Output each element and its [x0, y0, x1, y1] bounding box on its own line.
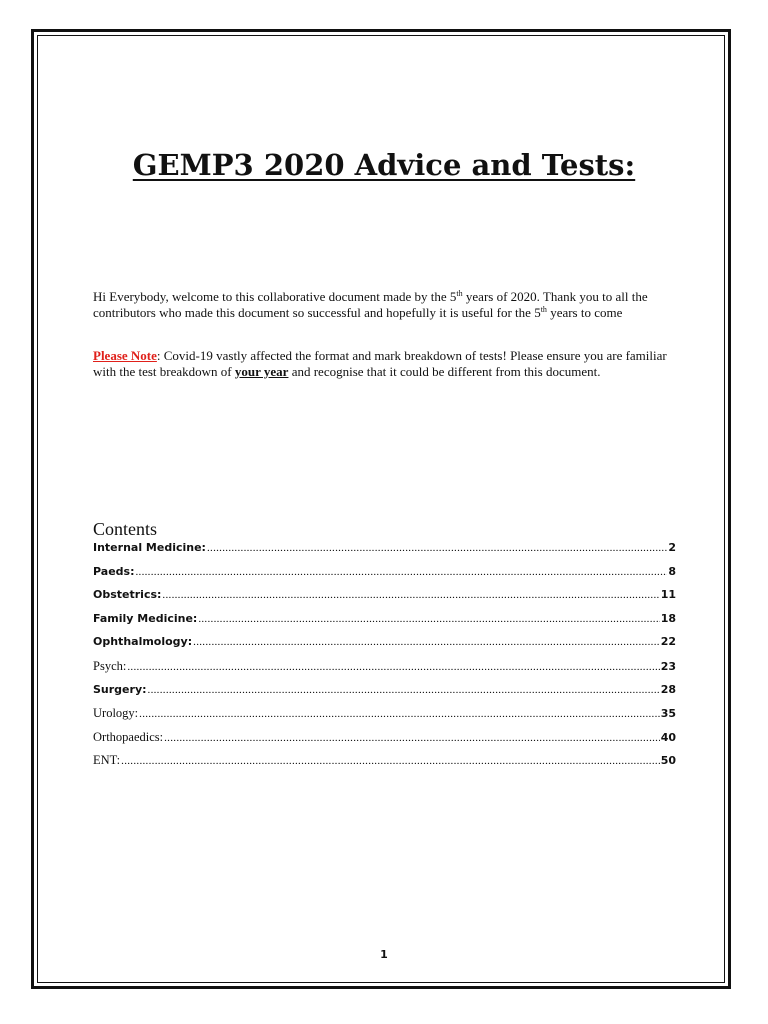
toc-entry[interactable] — [93, 541, 676, 565]
toc-entry-page: 28 — [660, 682, 676, 696]
toc-entry-page: 8 — [668, 564, 676, 578]
note-text-1: : Covid-19 vastly affected the format and mark breakdown of tests! Please ensure you are familiar with the test breakdown of — [93, 348, 667, 379]
intro-part-3: years to come — [546, 304, 623, 320]
toc-entry-label: Ophthalmology: — [93, 635, 193, 649]
toc-entry[interactable] — [93, 588, 676, 612]
toc-leader-dots — [148, 684, 660, 696]
note-paragraph — [93, 348, 683, 379]
toc-leader-dots — [164, 732, 660, 744]
toc-entry-label: Orthopaedics: — [93, 729, 164, 744]
toc-entry-page: 18 — [660, 611, 676, 625]
toc-entry-page: 22 — [660, 635, 676, 649]
note-text-2: and recognise that it could be different from this document. — [288, 363, 601, 379]
toc-entry-page: 50 — [660, 754, 676, 768]
toc-entry[interactable] — [93, 565, 676, 589]
toc-leader-dots — [121, 755, 660, 767]
note-emphasis: your year — [234, 363, 289, 379]
toc-entry[interactable] — [93, 612, 676, 636]
toc-leader-dots — [207, 542, 667, 554]
document-title — [0, 148, 768, 182]
toc-entry-page: 2 — [668, 541, 676, 554]
toc-entry[interactable] — [93, 683, 676, 707]
toc-leader-dots — [139, 708, 660, 720]
toc-leader-dots — [127, 661, 659, 673]
toc-entry-label: ENT: — [93, 753, 121, 768]
toc-entry-label: Urology: — [93, 706, 139, 721]
toc-entry-label: Internal Medicine: — [93, 541, 206, 554]
toc-entry-page: 35 — [660, 707, 676, 721]
toc-entry[interactable] — [93, 730, 676, 754]
toc-entry-page: 11 — [660, 588, 676, 602]
toc-entry-label: Psych: — [93, 658, 127, 673]
toc-leader-dots — [135, 566, 667, 578]
toc-leader-dots — [193, 636, 660, 648]
page-number: 1 — [380, 948, 388, 961]
toc-entry-label: Surgery: — [93, 682, 147, 696]
toc-entry-page: 40 — [660, 730, 676, 744]
toc-entry-label: Obstetrics: — [93, 588, 162, 602]
intro-sup-2: th — [540, 304, 547, 314]
contents-heading: Contents — [93, 519, 158, 539]
intro-paragraph — [93, 289, 683, 320]
intro-part-1: Hi Everybody, welcome to this collaborative document made by the 5 — [93, 289, 457, 304]
document-title-text: GEMP3 2020 Advice and Tests: — [132, 148, 636, 182]
toc-entry-label: Paeds: — [93, 564, 135, 578]
toc-entry[interactable] — [93, 659, 676, 683]
toc-entry[interactable] — [93, 706, 676, 730]
toc-leader-dots — [162, 589, 659, 601]
toc-entry[interactable] — [93, 753, 676, 777]
intro-sup-1: th — [456, 289, 463, 298]
toc-entry-page: 23 — [660, 659, 676, 673]
toc-entry-label: Family Medicine: — [93, 611, 198, 625]
toc-entry[interactable] — [93, 635, 676, 659]
note-label: Please Note — [93, 348, 157, 363]
intro-part-2: years of 2020. Thank you to all the contributors who made this document so successful and hopefully it is useful for the 5 — [93, 289, 648, 320]
table-of-contents — [93, 541, 676, 777]
toc-leader-dots — [198, 613, 659, 625]
